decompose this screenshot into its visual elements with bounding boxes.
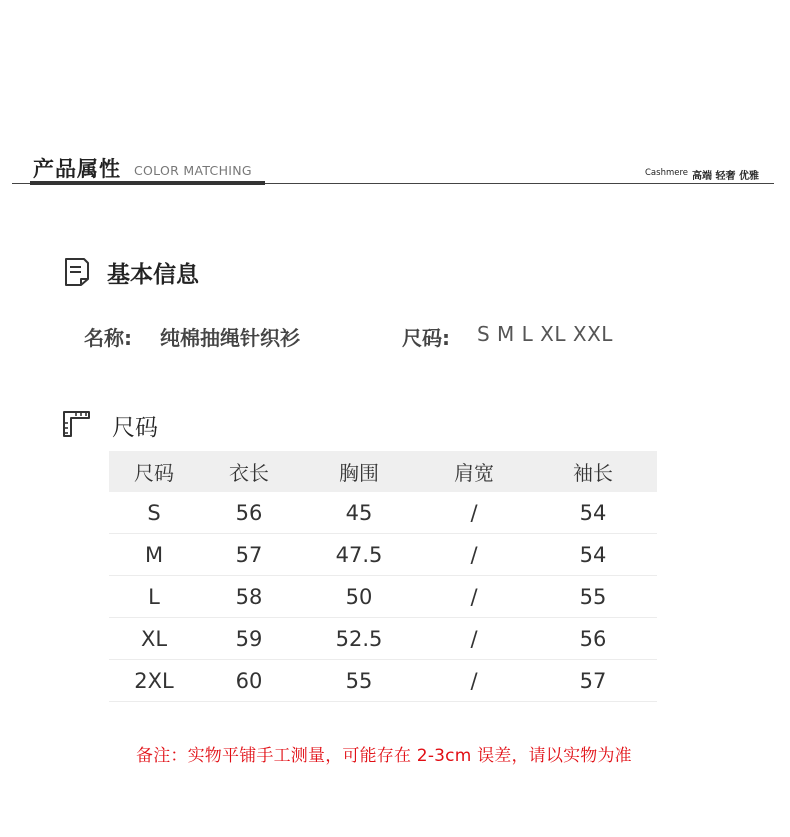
table-cell: L	[148, 584, 160, 609]
ruler-icon	[62, 410, 92, 438]
table-cell: /	[470, 584, 478, 609]
table-cell: 52.5	[335, 626, 383, 651]
table-cell: 58	[235, 584, 263, 609]
table-cell: 57	[579, 668, 607, 693]
table-cell: XL	[140, 626, 168, 651]
name-value: 纯棉抽绳针织衫	[160, 326, 300, 350]
table-cell: M	[144, 542, 164, 567]
brand-english: Cashmere	[645, 168, 689, 178]
table-header	[109, 451, 657, 492]
section-subtitle: COLOR MATCHING	[134, 163, 252, 178]
basic-info-title: 基本信息	[107, 262, 199, 288]
table-cell: 56	[579, 626, 607, 651]
table-cell: /	[470, 626, 478, 651]
header-cell: 袖长	[573, 461, 613, 485]
table-cell: 45	[345, 500, 373, 525]
brand-tagline: 高端 轻奢 优雅	[692, 171, 759, 182]
table-cell: 56	[235, 500, 263, 525]
header-cell: 尺码	[134, 461, 174, 485]
table-cell: 55	[579, 584, 607, 609]
table-row	[109, 660, 657, 702]
table-row	[109, 534, 657, 576]
table-cell: 57	[235, 542, 263, 567]
table-cell: 54	[579, 500, 607, 525]
table-cell: S	[147, 500, 161, 525]
table-cell: 50	[345, 584, 373, 609]
size-section-title: 尺码	[112, 415, 158, 441]
table-cell: /	[470, 668, 478, 693]
table-row	[109, 576, 657, 618]
table-cell: 55	[345, 668, 373, 693]
table-cell: /	[470, 500, 478, 525]
header-accent-bar	[30, 181, 265, 185]
measurement-note: 备注：实物平铺手工测量，可能存在 2-3cm 误差，请以实物为准	[136, 746, 632, 766]
header-cell: 肩宽	[454, 461, 494, 485]
table-cell: /	[470, 542, 478, 567]
size-value: S M L XL XXL	[477, 322, 613, 346]
size-label: 尺码:	[402, 326, 450, 350]
document-icon	[64, 257, 90, 287]
section-title: 产品属性	[33, 157, 121, 181]
table-row	[109, 492, 657, 534]
table-cell: 47.5	[335, 542, 383, 567]
table-cell: 60	[235, 668, 263, 693]
header-cell: 胸围	[339, 461, 379, 485]
name-label: 名称:	[84, 326, 132, 350]
table-cell: 2XL	[134, 668, 174, 693]
header-cell: 衣长	[229, 461, 269, 485]
table-cell: 54	[579, 542, 607, 567]
table-cell: 59	[235, 626, 263, 651]
table-row	[109, 618, 657, 660]
size-table	[109, 451, 657, 702]
